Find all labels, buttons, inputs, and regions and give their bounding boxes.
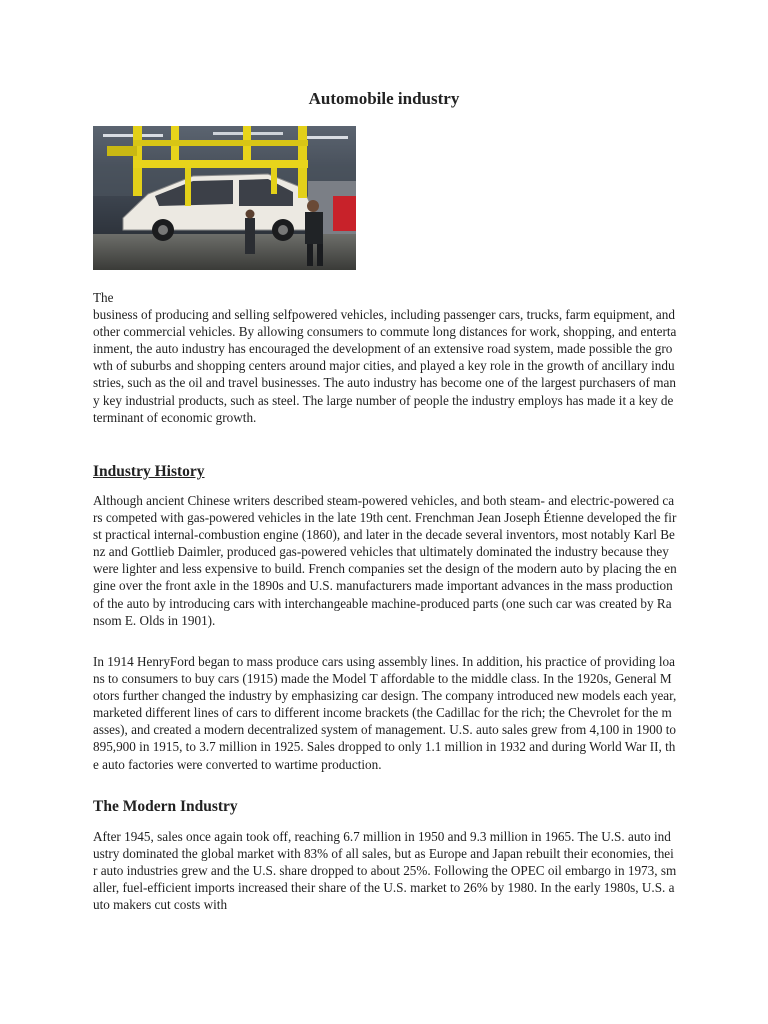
- assembly-line-photo: [93, 126, 356, 270]
- intro-body: business of producing and selling selfpowered vehicles, including passenger cars, trucks, farm equipment, and other commercial vehicles. By allowing consumers to commute long distances for work, shopping, and entertainment, the auto industry has encouraged the development of an extensive road system, made possible the growth of suburbs and shopping centers around major cities, and played a key role in the growth of ancillary industries, such as the oil and travel businesses. The auto industry has become one of the largest purchasers of many key industrial products, such as steel. The large number of people the industry employs has made it a key determinant of economic growth.: [93, 307, 677, 425]
- paragraph-text: Although ancient Chinese writers described steam-powered vehicles, and both steam- and electric-powered cars competed with gas-powered vehicles in the late 19th cent. Frenchman Jean Joseph Étienne developed the first practical internal-combustion engine (1860), and later in the decade several inventors, most notably Karl Benz and Gottlieb Daimler, produced gas-powered vehicles that ultimately dominated the industry because they were lighter and less expensive to build. French companies set the design of the modern auto by placing the engine over the front axle in the 1890s and U.S. manufacturers made important advances in the mass production of the auto by introducing cars with interchangeable machine-produced parts (one such car was created by Ransom E. Olds in 1901).: [93, 493, 677, 628]
- section-heading-modern-industry: The Modern Industry: [93, 798, 238, 815]
- industry-history-paragraph-2: [93, 653, 677, 773]
- intro-paragraph: [93, 289, 677, 426]
- modern-industry-paragraph-1: [93, 828, 677, 913]
- paragraph-text: In 1914 HenryFord began to mass produce cars using assembly lines. In addition, his practice of providing loans to consumers to buy cars (1915) made the Model T affordable to the middle class. In the 1920s, General Motors further changed the industry by emphasizing car design. The company introduced new models each year, marketed different lines of cars to different income brackets (the Cadillac for the rich; the Chevrolet for the masses), and created a modern decentralized system of management. U.S. auto sales grew from 4,100 in 1900 to 895,900 in 1915, to 3.7 million in 1925. Sales dropped to only 1.1 million in 1932 and during World War II, the auto factories were converted to wartime production.: [93, 654, 677, 772]
- industry-history-paragraph-1: [93, 492, 677, 629]
- intro-first-line: The: [93, 290, 114, 305]
- assembly-line-illustration: [93, 126, 356, 270]
- document-title: Automobile industry: [308, 89, 460, 108]
- section-heading-industry-history: Industry History: [93, 463, 205, 480]
- paragraph-text: After 1945, sales once again took off, reaching 6.7 million in 1950 and 9.3 million in 1965. The U.S. auto industry dominated the global market with 83% of all sales, but as Europe and Japan rebuilt their economies, their auto industries grew and the U.S. share dropped to about 25%. Following the OPEC oil embargo in 1973, smaller, fuel-efficient imports increased their share of the U.S. market to 26% by 1980. In the early 1980s, U.S. auto makers cut costs with: [93, 829, 677, 913]
